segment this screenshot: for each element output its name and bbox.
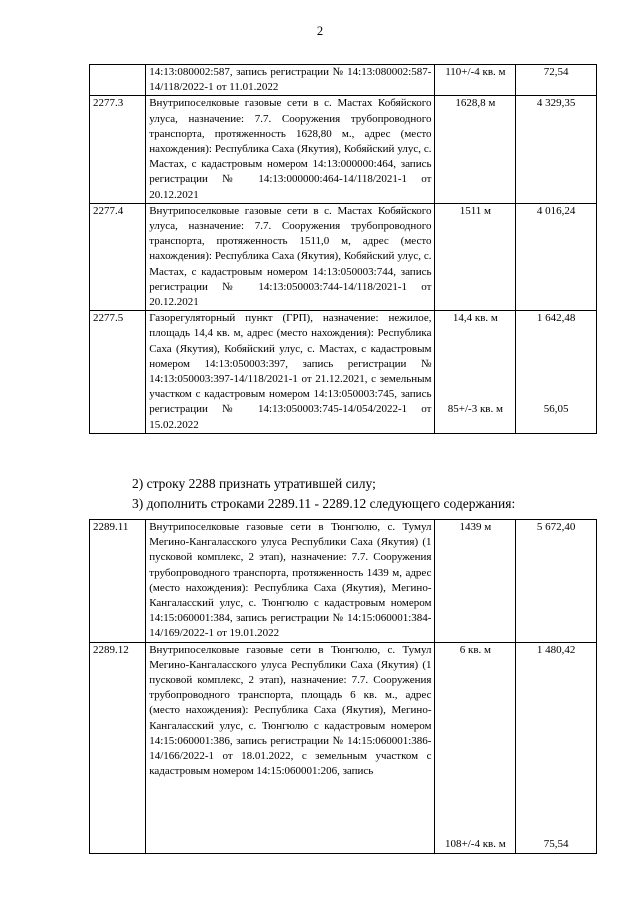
table-row (90, 203, 597, 310)
row-value (516, 642, 597, 853)
table-row (90, 642, 597, 853)
measure-land: 85+/-3 кв. м (447, 403, 503, 416)
page-number: 2 (316, 24, 324, 38)
row-value: 5 672,40 (516, 520, 597, 643)
value-building: 1 480,42 (536, 643, 576, 656)
table-row (90, 520, 597, 643)
row-measure: 1511 м (435, 203, 516, 310)
value-building: 1 642,48 (536, 312, 576, 325)
table-row (90, 96, 597, 203)
row-measure (435, 311, 516, 434)
row-description: 14:13:080002:587, запись регистрации № 14:13:080002:587-14/118/2022-1 от 11.01.2022 (146, 65, 435, 96)
paragraph-item-3: 3) дополнить строками 2289.11 - 2289.12 следующего содержания: (132, 496, 516, 511)
row-measure (435, 642, 516, 853)
paragraph-item-2: 2) строку 2288 признать утратившей силу; (132, 476, 376, 491)
table-row (90, 311, 597, 434)
row-value (516, 311, 597, 434)
row-measure: 1628,8 м (435, 96, 516, 203)
property-table-top (89, 64, 597, 434)
measure-land: 108+/-4 кв. м (445, 838, 506, 851)
value-land: 75,54 (543, 838, 569, 851)
row-description: Внутрипоселковые газовые сети в с. Мастах Кобяйского улуса, назначение: 7.7. Сооружения трубопроводного транспорта, протяженность 1511,0 м, адрес (место нахождения): Республика Саха (Якутия), Кобяйский улус, с. Мастах, с кадастровым номером 14:13:050003:744, запись регистрации № 14:13:050003:744-14/118/2021-1 от 20.12.2021 (146, 203, 435, 310)
value-land: 56,05 (543, 403, 569, 416)
row-measure: 110+/-4 кв. м (435, 65, 516, 96)
table-row (90, 65, 597, 96)
row-number: 2277.5 (90, 311, 146, 434)
row-number: 2289.11 (90, 520, 146, 643)
row-description: Внутрипоселковые газовые сети в с. Мастах Кобяйского улуса, назначение: 7.7. Сооружения трубопроводного транспорта, протяженность 1628,80 м., адрес (место нахождения): Республика Саха (Якутия), Кобяйский улус, с. Мастах, с кадастровым номером 14:13:000000:464, запись регистрации № 14:13:000000:464-14/118/2021-1 от 20.12.2021 (146, 96, 435, 203)
row-value: 4 016,24 (516, 203, 597, 310)
row-value: 72,54 (516, 65, 597, 96)
row-number: 2289.12 (90, 642, 146, 853)
row-description: Газорегуляторный пункт (ГРП), назначение: нежилое, площадь 14,4 кв. м, адрес (место нахождения): Республика Саха (Якутия), Кобяйский улус, с. Мастах, с кадастровым номером 14:13:050003:397, запись регистрации № 14:13:050003:397-14/118/2021-1 от 21.12.2021, с земельным участком с кадастровым номером 14:13:050003:745, запись регистрации № 14:13:050003:745-14/054/2022-1 от 15.02.2022 (146, 311, 435, 434)
row-value: 4 329,35 (516, 96, 597, 203)
row-description: Внутрипоселковые газовые сети в Тюнгюлю, с. Тумул Мегино-Кангаласского улуса Республики Саха (Якутия) (1 пусковой комплекс, 2 этап), назначение: 7.7. Сооружения трубопроводного транспорта, протяженность 1439 м, адрес (место нахождения): Республика Саха (Якутия), Мегино-Кангаласский улус, с. Тюнгюлю с кадастровым номером 14:15:060001:384, запись регистрации № 14:15:060001:384-14/169/2022-1 от 19.01.2022 (146, 520, 435, 643)
measure-building: 6 кв. м (459, 643, 491, 656)
row-number: 2277.4 (90, 203, 146, 310)
row-number: 2277.3 (90, 96, 146, 203)
measure-building: 14,4 кв. м (452, 312, 498, 325)
row-description: Внутрипоселковые газовые сети в Тюнгюлю, с. Тумул Мегино-Кангаласского улуса Республики Саха (Якутия) (1 пусковой комплекс, 2 этап), назначение: 7.7. Сооружения трубопроводного транспорта, площадь 6 кв. м., адрес (место нахождения): Республика Саха (Якутия), Мегино-Кангаласский улус, с. Тюнгюлю с кадастровым номером 14:15:060001:386, запись регистрации № 14:15:060001:386-14/166/2022-1 от 18.01.2022, с земельным участком с кадастровым номером 14:15:060001:206, запись (146, 642, 435, 853)
row-number (90, 65, 146, 96)
property-table-bottom (89, 519, 597, 854)
row-measure: 1439 м (435, 520, 516, 643)
